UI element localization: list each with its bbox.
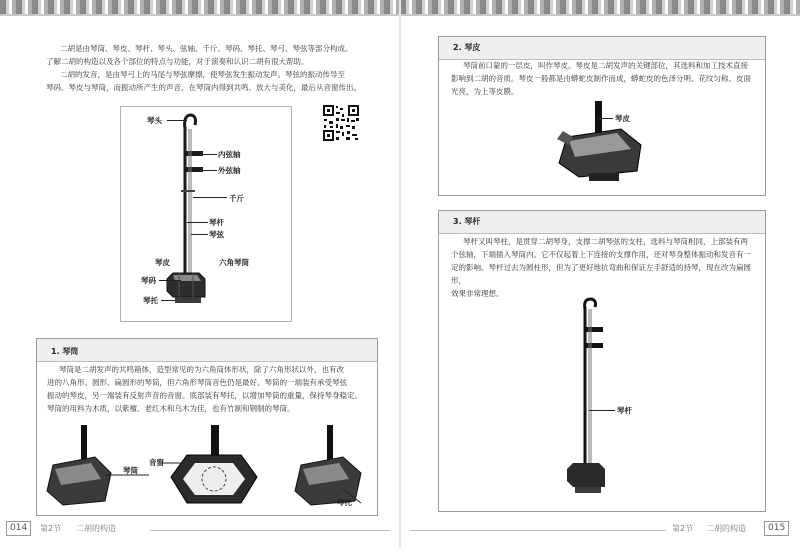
- leader-line: [159, 280, 181, 281]
- page-spine: [399, 0, 401, 548]
- section-title-qintong: 1. 琴筒: [51, 347, 79, 356]
- page-number-left: 014: [6, 521, 31, 536]
- section-title-qingan: 3. 琴杆: [453, 217, 481, 226]
- footer-rule-left: [150, 530, 390, 531]
- qinpi-line-3: 光亮，为上等皮膜。: [451, 87, 519, 96]
- label-qinma: 琴码: [141, 276, 156, 285]
- leader-line: [167, 120, 187, 121]
- leader-line: [161, 300, 175, 301]
- leader-line: [193, 197, 227, 198]
- qinpi-photo: [549, 101, 659, 191]
- leader-line: [187, 222, 208, 223]
- qingan-line-1: 琴杆又叫琴柱，是贯穿二胡琴身，支撑二胡琴弦的支柱，选料与琴筒相同，上部装有两: [463, 237, 748, 246]
- erhu-structure-diagram: [120, 106, 292, 322]
- erhu-illustration: [121, 107, 291, 321]
- qingan-line-2: 个弦轴，下端插入琴筒内。它不仅起着上下连接的支撑作用，还对琴身整体振动和发音有一: [451, 250, 751, 259]
- leader-line: [589, 410, 615, 411]
- label-qintou: 琴头: [147, 116, 162, 125]
- label-qingan: 琴杆: [209, 218, 224, 227]
- footer-title-left: 二胡的构造: [76, 524, 116, 533]
- footer-section-right: 第2节: [672, 524, 694, 533]
- label-qianjin: 千斤: [229, 194, 244, 203]
- leader-line: [203, 154, 217, 155]
- footer-title-right: 二胡的构造: [706, 524, 746, 533]
- section-title-qinpi: 2. 琴皮: [453, 43, 481, 52]
- intro-text: [46, 42, 366, 94]
- qingan-line-4: 效果非常理想。: [451, 289, 504, 298]
- section-box-header: [439, 37, 765, 60]
- qinpi-line-1: 琴筒前口蒙的一层皮，叫作琴皮。琴皮是二胡发声的关键部位，其选料和加工技术直接: [463, 61, 748, 70]
- intro-line-3: 二胡的发音，是由琴弓上的马尾与琴弦摩擦，使琴弦发生振动发声。琴弦的振动传导至: [60, 70, 345, 79]
- intro-line-4: 琴码、琴皮与琴筒，而振动所产生的声音，在琴筒内得到共鸣、放大与美化，最后从音窗传出。: [46, 83, 361, 92]
- label-qinxian: 琴弦: [209, 230, 224, 239]
- leader-line: [597, 118, 613, 119]
- qintong-photos: [43, 425, 373, 511]
- label-qinpi-box: 琴皮: [615, 114, 630, 123]
- label-qingan-box: 琴杆: [617, 406, 632, 415]
- intro-line-1: 二胡是由琴筒、琴皮、琴杆、琴头、弦轴、千斤、琴码、琴托、琴弓、琴弦等部分构成。: [60, 44, 353, 53]
- label-qintuo: 琴托: [143, 296, 158, 305]
- label-neixianzhou: 内弦轴: [218, 150, 241, 159]
- qintong-line-1: 琴筒是二胡发声的共鸣箱体，造型常见的为六角筒体形状，除了六角形状以外，也有改: [59, 365, 344, 374]
- qintong-line-2: 进的八角形、圆形、扁圆形的琴筒，但六角形琴筒音色仍是最好。琴筒的一端装有承受琴弦: [47, 378, 347, 387]
- label-waixianzhou: 外弦轴: [218, 166, 241, 175]
- section-box-qingan: [438, 210, 766, 512]
- label-qinpi: 琴皮: [155, 258, 170, 267]
- section-text-qintong: [47, 363, 377, 415]
- label-qintuo-box: 琴托: [337, 498, 352, 507]
- qingan-photo: [555, 297, 635, 497]
- section-box-header: [37, 339, 377, 362]
- section-box-qinpi: [438, 36, 766, 196]
- intro-line-2: 了解二胡的构造以及各个部位的特点与功能，对于演奏和认识二胡有很大帮助。: [46, 57, 309, 66]
- qintong-photo-2: [171, 425, 257, 503]
- section-text-qinpi: [451, 59, 761, 98]
- qinpi-line-2: 影响到二胡的音质。琴皮一般都是由蟒蛇皮制作而成，蟒蛇皮的色泽分明、花纹匀称、皮面: [451, 74, 751, 83]
- leader-line: [203, 170, 217, 171]
- page-number-right: 015: [764, 521, 789, 536]
- qintong-line-3: 振动的琴皮，另一端装有反射声音的音窗。底部装有琴托，以增加琴筒的重量，保持琴身稳定。: [47, 391, 362, 400]
- qintong-photo-1: [47, 425, 111, 505]
- label-yinchuang: 音窗: [149, 458, 164, 467]
- qr-code[interactable]: [322, 104, 360, 142]
- section-box-header: [439, 211, 765, 234]
- leader-line: [191, 234, 208, 235]
- footer-section-left: 第2节: [40, 524, 62, 533]
- label-qintong: 琴筒: [123, 466, 138, 475]
- footer-rule-right: [410, 530, 666, 531]
- label-liujiao-qintong: 六角琴筒: [219, 258, 249, 267]
- qintong-photo-3: [295, 425, 361, 505]
- section-text-qingan: [451, 235, 761, 300]
- qingan-line-3: 定的影响。琴杆过去为圆柱形，但为了更好地抗弯曲和保证左手舒适的持琴，现在改为扁圆形，: [451, 263, 751, 285]
- qintong-line-4: 琴筒的用料为木质，以紫檀、老红木和乌木为佳，也有竹制和钢制的琴筒。: [47, 404, 295, 413]
- section-box-qintong: [36, 338, 378, 516]
